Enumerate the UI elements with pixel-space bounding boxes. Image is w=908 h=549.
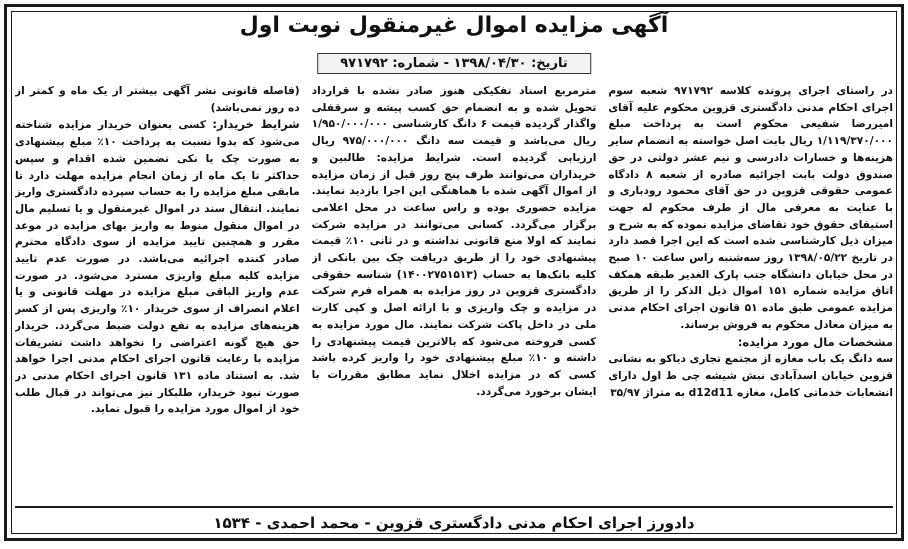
property-spec-heading: مشخصات مال مورد مزایده: — [737, 334, 893, 349]
buyer-terms-text: کسی بعنوان خریدار مزایده شناخته می‌شود که بدوا نسبت به پرداخت ۱۰٪ مبلغ پیشنهادی به صورت چک یا نکی تضمین شده اقدام و سپس حداکثر تا یک ماه از زمان انجام مزایده مهلت دارد تا مابقی مبلغ مزایده را به حساب سپرده دادگستری واریز نمایند. انتقال سند در اموال غیرمنقول و یا تسلیم مال در اموال منقول منوط به واریز بهای مزایده در موعد مقرر و همچنین تایید مزایده از سوی دادگاه محترم صادر کننده اجرائیه می‌باشد. در صورت عدم تایید مزایده کلیه مبلغ واریزی مسترد می‌شود. در صورت عدم واریز الباقی مبلغ مزایده در مهلت قانونی و یا اعلام انصراف از سوی خریدار ۱۰٪ واریزی پس از کسر هزینه‌های مزایده به نفع دولت ضبط می‌گردد. خریدار حق هیچ گونه اعتراضی را نخواهد داشت تشریفات مزایده با رعایت قانون اجرای احکام مدنی اجرا خواهد شد. به استناد ماده ۱۳۱ قانون اجرای احکام مدنی در صورت نبود خریدار، طلبکار نیز می‌تواند در قبال طلب خود از اموال مورد مزایده را قبول نماید. — [14, 119, 300, 416]
column-left — [15, 83, 300, 495]
signature-line: دادورز اجرای احکام مدنی دادگستری قزوین - محمد احمدی - ۱۵۳۴ — [15, 506, 893, 532]
notice-title: آگهی مزایده اموال غیرمنقول نوبت اول — [239, 13, 669, 38]
notice-frame — [4, 4, 904, 541]
intro-paragraph: در راستای اجرای پرونده کلاسه ۹۷۱۷۹۲ شعبه سوم اجرای احکام مدنی دادگستری قزوین محکوم علیه آقای امیررضا شفیعی محکوم است به پرداخت مبلغ ۱/۱۱۹/۳۷۰/۰۰۰ ریال بابت اصل خواسته به انضمام سایر هزینه‌ها و خسارات دادرسی و نیم عشر دولتی در حق صندوق دولت بابت اجرائیه صادره از شعبه ۸ دادگاه عمومی حقوقی قزوین در حق آقای محمود رودباری و با عنایت به معرفی مال از طرف محکوم له جهت استیفای حقوق خود تقاضای مزایده نموده که به شرح و میزان ذیل کارشناسی شده است که این اجرا قصد دارد در تاریخ ۱۳۹۸/۰۵/۲۲ روز سه‌شنبه راس ساعت ۱۰ صبح در محل خیابان دانشگاه جنب پارک الغدیر طبقه همکف اتاق مزایده شماره ۱۵۱ اموال ذیل الذکر را از طریق مزایده عمومی طبق ماده ۵۱ قانون اجرای احکام مدنی به میزان معادل محکوم به فروش برساند. — [608, 85, 893, 331]
buyer-terms-heading: شرایط خریدار: — [212, 117, 300, 132]
property-spec-text: سه دانگ یک باب مغازه از مجتمع تجاری دیاکو به نشانی قزوین خیابان اسدآبادی نبش شیشه چی ط اول دارای انشعابات خدماتی کامل، مغازه d12d11 به متراژ ۳۵/۹۷ — [608, 353, 893, 399]
auction-terms-paragraph: مترمربع اسناد تفکیکی هنوز صادر نشده با قرارداد تحویل شده و به انضمام حق کسب پیشه و سرقفلی واگذار گردیده قیمت ۶ دانگ کارشناسی ۱/۹۵۰/۰۰۰/۰۰۰ ریال می‌باشد و قیمت سه دانگ ۹۷۵/۰۰۰/۰۰۰ ریال ارزیابی گردیده است. شرایط مزایده: طالبین و خریداران می‌توانند ظرف پنج روز قبل از زمان مزایده از اموال آگهی شده با هماهنگی این اجرا بازدید نمایند. مزایده حضوری بوده و راس ساعت در محل اعلامی برگزار می‌گردد. کسانی می‌توانند در مزایده شرکت نمایند که اولا منع قانونی نداشته و در ثانی ۱۰٪ قیمت پیشنهادی خود را از طریق دریافت چک بین بانکی از کلیه بانک‌ها به حساب (۱۴۰۰۲۷۵۱۵۱۳) شناسه حقوقی دادگستری قزوین در روز مزایده به همراه فرم شرکت در مزایده و چک واریزی و با ارائه اصل و کپی کارت ملی در داخل پاکت شرکت نمایند. مال مورد مزایده به کسی فروخته می‌شود که بالاترین قیمت پیشنهادی را داشته و ۱۰٪ مبلغ پیشنهادی خود را واریز کرده باشد کسی که در مزایده اخلال نماید مطابق مقررات با ایشان برخورد می‌گردد. — [311, 85, 597, 398]
column-right — [608, 83, 893, 495]
column-middle — [312, 83, 597, 495]
legal-interval-note: (فاصله قانونی نشر آگهی بیشتر از یک ماه و کمتر از ده روز نمی‌باشد) — [14, 85, 300, 114]
date-number-line: تاریخ: ۱۳۹۸/۰۴/۳۰ - شماره: ۹۷۱۷۹۲ — [317, 53, 591, 74]
notice-columns — [15, 83, 893, 495]
